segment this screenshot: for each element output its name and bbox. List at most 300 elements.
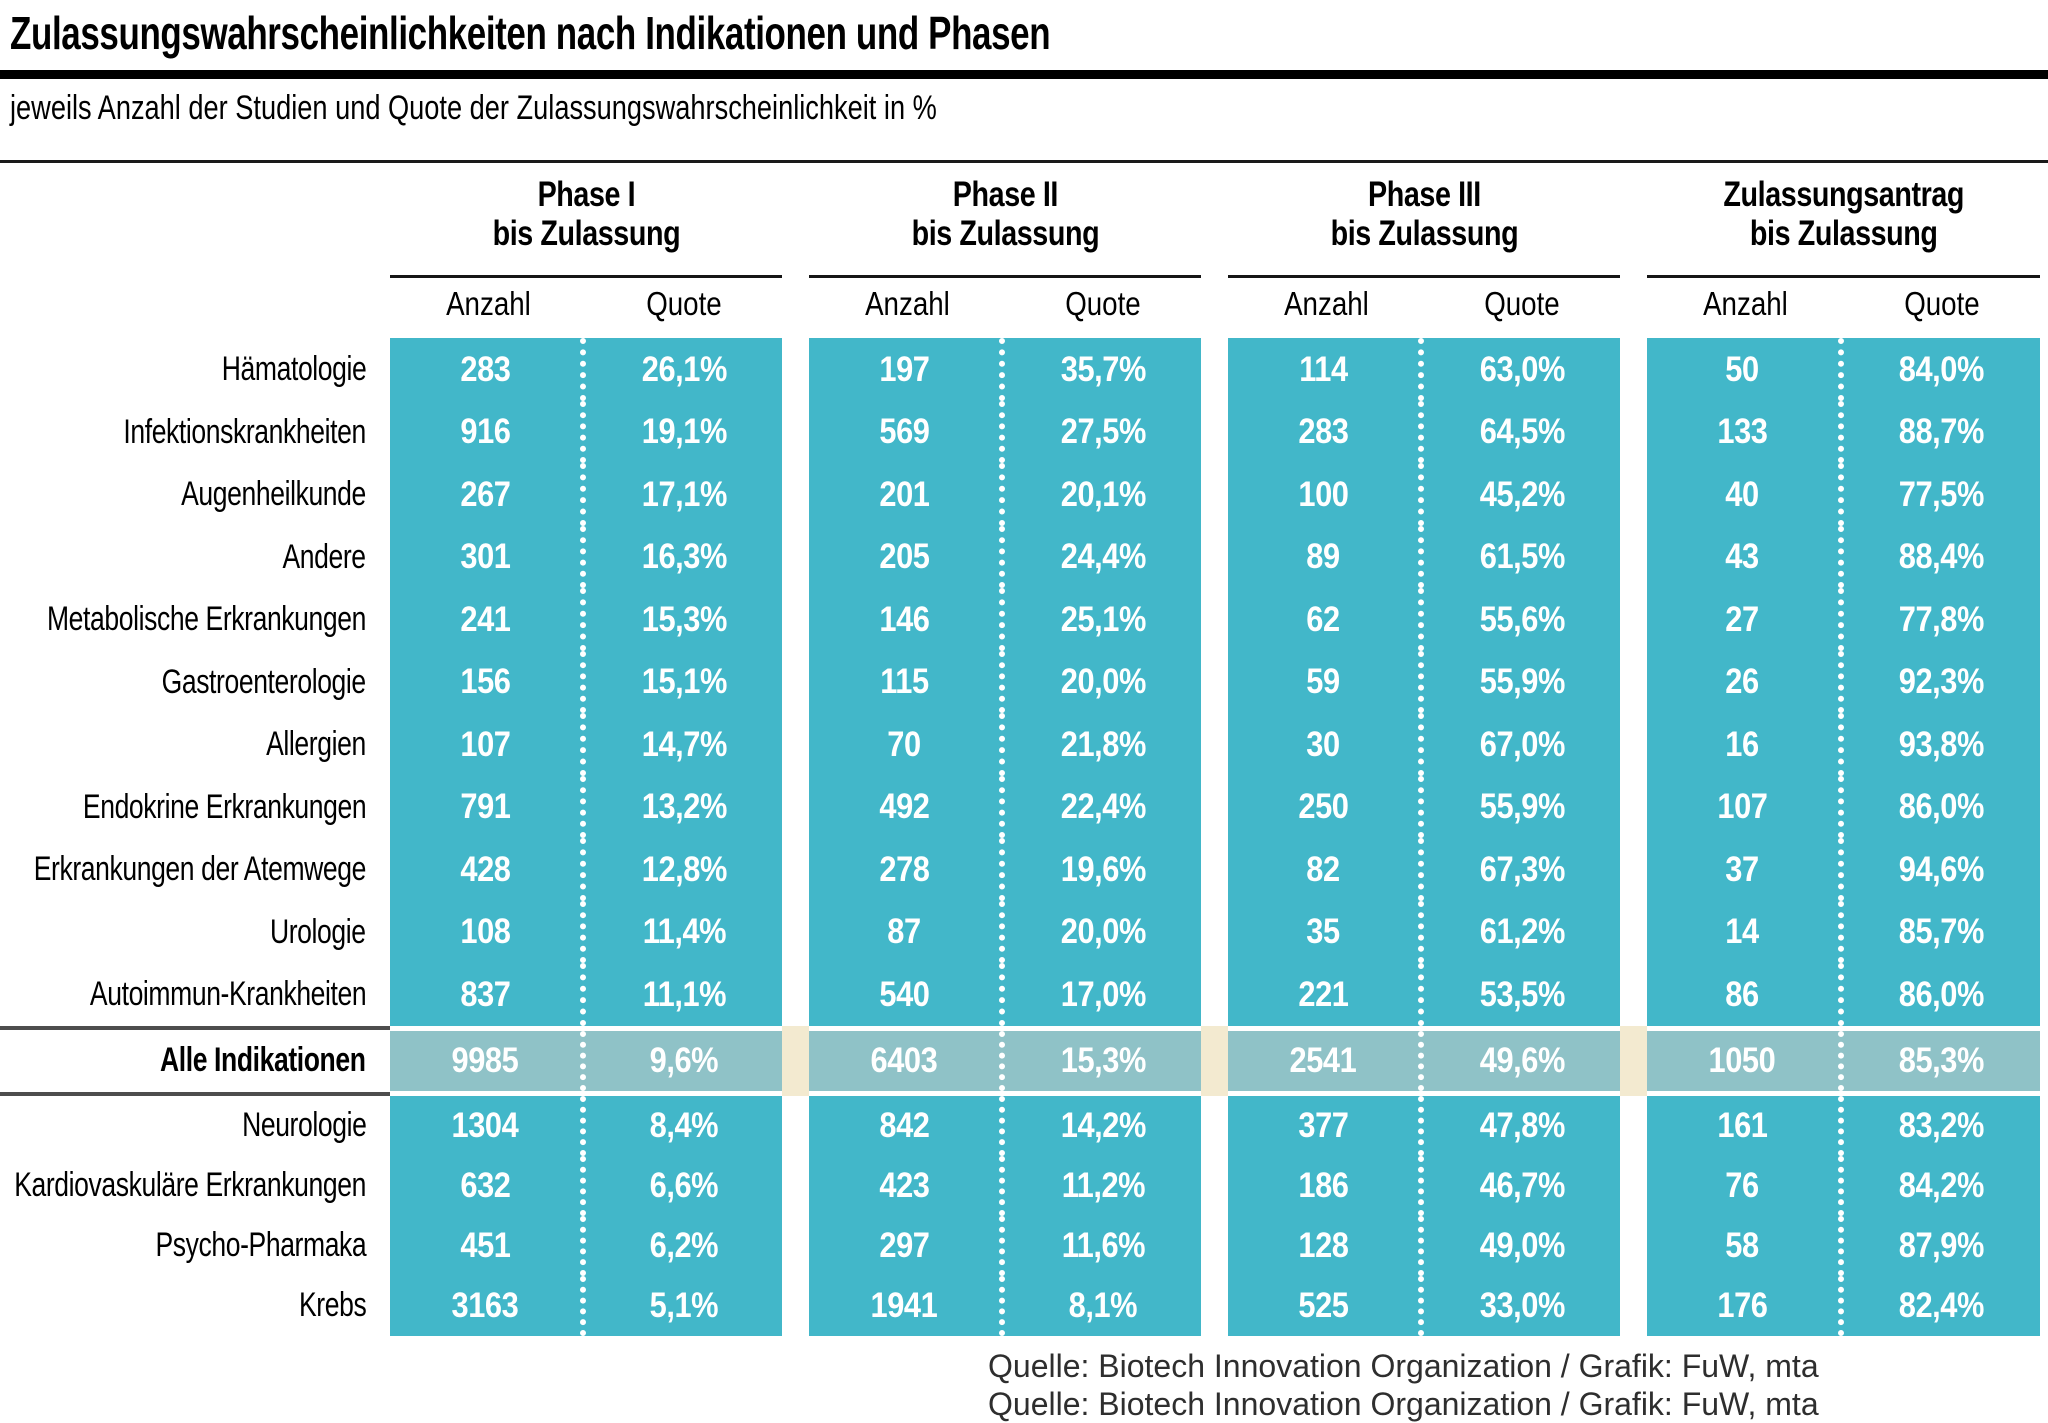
value-cell-group [390, 1276, 782, 1336]
quote-value: 17,1% [641, 474, 727, 514]
table-row [0, 401, 2048, 464]
row-label: Psycho-Pharmaka [155, 1226, 366, 1265]
anzahl-value: 114 [1228, 338, 1424, 401]
value-cell-group [1647, 776, 2040, 839]
value-cell-group [1228, 1156, 1620, 1216]
anzahl-column-header: Anzahl [445, 285, 531, 323]
anzahl-value: 3163 [390, 1276, 586, 1336]
quote-value: 83,2% [1899, 1105, 1985, 1145]
column-gap [1201, 1096, 1228, 1156]
anzahl-value: 451 [390, 1216, 586, 1276]
source-note [988, 1347, 2048, 1422]
anzahl-value: 205 [809, 526, 1005, 589]
anzahl-value: 107 [390, 713, 586, 776]
table-row [0, 713, 2048, 776]
quote-value: 11,2% [1061, 1165, 1145, 1205]
quote-value: 21,8% [1060, 724, 1146, 764]
value-cell-group [1647, 651, 2040, 714]
row-label: Augenheilkunde [181, 475, 366, 514]
row-label: Krebs [298, 1286, 366, 1325]
value-cell-group [390, 1096, 782, 1156]
value-cell-group [1647, 338, 2040, 401]
quote-value: 19,1% [641, 412, 727, 452]
column-gap [1620, 713, 1647, 776]
value-cell-group [809, 588, 1201, 651]
value-cell-group [1228, 526, 1620, 589]
anzahl-value: 842 [809, 1096, 1005, 1156]
value-cell-group [1647, 588, 2040, 651]
column-gap [782, 1096, 809, 1156]
column-gap [1201, 1216, 1228, 1276]
quote-value: 11,1% [642, 974, 726, 1014]
subtitle-rule [0, 160, 2048, 163]
anzahl-value: 133 [1647, 401, 1844, 464]
anzahl-value: 9985 [390, 1031, 586, 1091]
column-gap [1201, 526, 1228, 589]
quote-value: 15,3% [641, 599, 727, 639]
column-gap [1201, 463, 1228, 526]
value-cell-group [809, 1216, 1201, 1276]
quote-value: 84,0% [1899, 349, 1985, 389]
value-cell-group [1647, 901, 2040, 964]
quote-value: 63,0% [1479, 349, 1565, 389]
column-gap [1620, 1096, 1647, 1156]
anzahl-value: 1050 [1647, 1031, 1844, 1091]
anzahl-value: 43 [1647, 526, 1844, 589]
value-cell-group [1228, 1026, 1620, 1096]
value-cell-group [390, 713, 782, 776]
anzahl-value: 62 [1228, 588, 1424, 651]
row-label: Allergien [266, 725, 366, 764]
anzahl-value: 525 [1228, 1276, 1424, 1336]
anzahl-value: 278 [809, 838, 1005, 901]
anzahl-value: 283 [390, 338, 586, 401]
column-gap [782, 838, 809, 901]
table-row [0, 776, 2048, 839]
anzahl-value: 115 [809, 651, 1005, 714]
quote-value: 67,0% [1479, 724, 1565, 764]
anzahl-value: 1941 [809, 1276, 1005, 1336]
value-cell-group [809, 526, 1201, 589]
quote-value: 77,5% [1899, 474, 1985, 514]
value-cell-group [1647, 1156, 2040, 1216]
column-gap [1620, 1216, 1647, 1276]
value-cell-group [1647, 1216, 2040, 1276]
row-label: Autoimmun-Krankheiten [89, 975, 366, 1014]
quote-value: 14,7% [641, 724, 727, 764]
quote-value: 87,9% [1899, 1225, 1985, 1265]
anzahl-value: 87 [809, 901, 1005, 964]
anzahl-value: 128 [1228, 1216, 1424, 1276]
anzahl-value: 100 [1228, 463, 1424, 526]
quote-value: 49,0% [1479, 1225, 1565, 1265]
table-row [0, 1096, 2048, 1156]
value-cell-group [809, 713, 1201, 776]
anzahl-value: 377 [1228, 1096, 1424, 1156]
table-row [0, 1156, 2048, 1216]
value-cell-group [809, 463, 1201, 526]
column-group-phase-2: Phase II bis Zulassung [809, 175, 1201, 278]
value-cell-group [390, 776, 782, 839]
column-gap [1620, 651, 1647, 714]
quote-value: 5,1% [649, 1285, 719, 1325]
anzahl-value: 221 [1228, 963, 1424, 1026]
anzahl-value: 37 [1647, 838, 1844, 901]
source-line: Quelle: Biotech Innovation Organization / Grafik: FuW, mta [988, 1348, 1819, 1384]
value-cell-group [390, 963, 782, 1026]
quote-value: 13,2% [641, 787, 727, 827]
quote-value: 67,3% [1479, 849, 1565, 889]
value-cell-group [1228, 901, 1620, 964]
value-cell-group [1647, 463, 2040, 526]
anzahl-value: 161 [1647, 1096, 1844, 1156]
quote-column-header: Quote [1903, 285, 1980, 323]
anzahl-value: 89 [1228, 526, 1424, 589]
quote-value: 84,2% [1899, 1165, 1985, 1205]
column-gap [782, 963, 809, 1026]
quote-value: 55,9% [1479, 662, 1565, 702]
row-label: Erkrankungen der Atemwege [33, 850, 366, 889]
quote-value: 6,2% [649, 1225, 719, 1265]
row-label: Andere [282, 537, 366, 576]
table-row [0, 338, 2048, 401]
anzahl-column-header: Anzahl [1283, 285, 1369, 323]
quote-value: 55,6% [1479, 599, 1565, 639]
value-cell-group [1228, 651, 1620, 714]
subcolumn-headers-group-4 [1647, 285, 2040, 323]
value-cell-group [1647, 526, 2040, 589]
quote-value: 94,6% [1899, 849, 1985, 889]
anzahl-value: 76 [1647, 1156, 1844, 1216]
anzahl-value: 2541 [1228, 1031, 1424, 1091]
quote-value: 26,1% [641, 349, 727, 389]
anzahl-value: 197 [809, 338, 1005, 401]
anzahl-value: 146 [809, 588, 1005, 651]
value-cell-group [1647, 1096, 2040, 1156]
quote-value: 17,0% [1060, 974, 1146, 1014]
column-gap [1201, 1156, 1228, 1216]
quote-value: 49,6% [1479, 1040, 1565, 1080]
value-cell-group [390, 1156, 782, 1216]
value-cell-group [390, 338, 782, 401]
column-gap [1620, 338, 1647, 401]
column-gap [782, 1156, 809, 1216]
subcolumn-headers-group-1 [390, 285, 782, 323]
row-label: Metabolische Erkrankungen [47, 600, 366, 639]
column-gap [782, 776, 809, 839]
value-cell-group [390, 838, 782, 901]
anzahl-value: 59 [1228, 651, 1424, 714]
column-gap [782, 463, 809, 526]
value-cell-group [390, 901, 782, 964]
anzahl-value: 201 [809, 463, 1005, 526]
table-row [0, 1276, 2048, 1336]
anzahl-value: 82 [1228, 838, 1424, 901]
column-gap [1620, 901, 1647, 964]
column-gap [1620, 401, 1647, 464]
value-cell-group [809, 1026, 1201, 1096]
anzahl-value: 632 [390, 1156, 586, 1216]
value-cell-group [809, 1156, 1201, 1216]
quote-value: 27,5% [1060, 412, 1146, 452]
infographic-page [0, 6, 2048, 1422]
quote-value: 33,0% [1479, 1285, 1565, 1325]
quote-value: 11,4% [642, 912, 726, 952]
anzahl-value: 50 [1647, 338, 1844, 401]
table-row-total [0, 1026, 2048, 1096]
anzahl-value: 428 [390, 838, 586, 901]
subcolumn-header-row [0, 278, 2048, 330]
column-group-phase-3: Phase III bis Zulassung [1228, 175, 1620, 278]
page-subtitle: jeweils Anzahl der Studien und Quote der Zulassungswahrscheinlichkeit in % [10, 89, 937, 128]
value-cell-group [390, 401, 782, 464]
column-gap [1201, 651, 1228, 714]
anzahl-value: 540 [809, 963, 1005, 1026]
anzahl-column-header: Anzahl [864, 285, 950, 323]
table-row [0, 963, 2048, 1026]
quote-column-header: Quote [646, 285, 722, 323]
column-gap [1620, 963, 1647, 1026]
value-cell-group [1228, 1216, 1620, 1276]
quote-value: 6,6% [649, 1165, 719, 1205]
quote-value: 53,5% [1479, 974, 1565, 1014]
column-gap [782, 588, 809, 651]
column-gap [782, 651, 809, 714]
quote-value: 85,3% [1899, 1040, 1985, 1080]
quote-value: 15,1% [641, 662, 727, 702]
row-label: Urologie [270, 912, 366, 951]
phase-header-row [0, 175, 2048, 278]
value-cell-group [1228, 776, 1620, 839]
quote-value: 16,3% [641, 537, 727, 577]
anzahl-value: 58 [1647, 1216, 1844, 1276]
row-label: Alle Indikationen [0, 1026, 390, 1096]
anzahl-value: 70 [809, 713, 1005, 776]
anzahl-value: 14 [1647, 901, 1844, 964]
row-label: Neurologie [241, 1106, 366, 1145]
quote-value: 20,1% [1060, 474, 1146, 514]
anzahl-value: 916 [390, 401, 586, 464]
anzahl-value: 492 [809, 776, 1005, 839]
table-row [0, 651, 2048, 714]
table-row [0, 1216, 2048, 1276]
anzahl-value: 186 [1228, 1156, 1424, 1216]
quote-value: 85,7% [1899, 912, 1985, 952]
column-gap [1201, 338, 1228, 401]
header-spacer [0, 175, 390, 278]
value-cell-group [390, 526, 782, 589]
anzahl-value: 30 [1228, 713, 1424, 776]
quote-column-header: Quote [1065, 285, 1141, 323]
value-cell-group [809, 963, 1201, 1026]
quote-value: 64,5% [1479, 412, 1565, 452]
row-label: Kardiovaskuläre Erkrankungen [14, 1166, 366, 1205]
column-gap [1201, 963, 1228, 1026]
title-rule [0, 70, 2048, 79]
value-cell-group [1228, 713, 1620, 776]
anzahl-value: 86 [1647, 963, 1844, 1026]
quote-value: 35,7% [1060, 349, 1146, 389]
anzahl-value: 35 [1228, 901, 1424, 964]
row-label: Gastroenterologie [161, 662, 366, 701]
value-cell-group [1228, 588, 1620, 651]
quote-value: 19,6% [1060, 849, 1146, 889]
column-gap [1201, 713, 1228, 776]
anzahl-value: 283 [1228, 401, 1424, 464]
quote-value: 61,5% [1479, 537, 1565, 577]
value-cell-group [1647, 1026, 2040, 1096]
anzahl-value: 40 [1647, 463, 1844, 526]
anzahl-column-header: Anzahl [1702, 285, 1788, 323]
quote-value: 45,2% [1479, 474, 1565, 514]
quote-value: 77,8% [1899, 599, 1985, 639]
value-cell-group [809, 901, 1201, 964]
value-cell-group [1228, 463, 1620, 526]
page-title: Zulassungswahrscheinlichkeiten nach Indikationen und Phasen [10, 7, 1051, 59]
quote-value: 20,0% [1060, 912, 1146, 952]
anzahl-value: 250 [1228, 776, 1424, 839]
column-gap [1201, 1026, 1228, 1096]
quote-value: 86,0% [1899, 787, 1985, 827]
quote-value: 11,6% [1061, 1225, 1145, 1265]
quote-value: 88,4% [1899, 537, 1985, 577]
column-gap [1201, 588, 1228, 651]
quote-value: 8,1% [1068, 1285, 1138, 1325]
column-gap [782, 1026, 809, 1096]
column-gap [782, 901, 809, 964]
anzahl-value: 16 [1647, 713, 1844, 776]
value-cell-group [809, 651, 1201, 714]
value-cell-group [1647, 713, 2040, 776]
table-body [0, 338, 2048, 1336]
quote-value: 61,2% [1479, 912, 1565, 952]
value-cell-group [1647, 1276, 2040, 1336]
quote-column-header: Quote [1484, 285, 1560, 323]
subcolumn-headers-group-3 [1228, 285, 1620, 323]
quote-value: 22,4% [1060, 787, 1146, 827]
source-line-clipped: Quelle: Biotech Innovation Organization / Grafik: FuW, mta [988, 1386, 1819, 1422]
subcolumn-headers-group-2 [809, 285, 1201, 323]
column-gap [1201, 901, 1228, 964]
value-cell-group [1647, 838, 2040, 901]
anzahl-value: 791 [390, 776, 586, 839]
value-cell-group [390, 1026, 782, 1096]
value-cell-group [1228, 1096, 1620, 1156]
value-cell-group [1228, 1276, 1620, 1336]
table-row [0, 526, 2048, 589]
anzahl-value: 301 [390, 526, 586, 589]
anzahl-value: 297 [809, 1216, 1005, 1276]
value-cell-group [1647, 963, 2040, 1026]
anzahl-value: 26 [1647, 651, 1844, 714]
column-gap [1620, 838, 1647, 901]
quote-value: 88,7% [1899, 412, 1985, 452]
value-cell-group [1647, 401, 2040, 464]
column-gap [1201, 776, 1228, 839]
value-cell-group [1228, 401, 1620, 464]
table-row [0, 463, 2048, 526]
quote-value: 20,0% [1060, 662, 1146, 702]
table-row [0, 901, 2048, 964]
quote-value: 12,8% [641, 849, 727, 889]
column-gap [1620, 1026, 1647, 1096]
value-cell-group [809, 401, 1201, 464]
quote-value: 25,1% [1060, 599, 1146, 639]
anzahl-value: 423 [809, 1156, 1005, 1216]
column-gap [1620, 463, 1647, 526]
value-cell-group [1228, 838, 1620, 901]
anzahl-value: 107 [1647, 776, 1844, 839]
value-cell-group [809, 338, 1201, 401]
column-group-phase-1: Phase I bis Zulassung [390, 175, 782, 278]
anzahl-value: 267 [390, 463, 586, 526]
value-cell-group [390, 463, 782, 526]
row-label: Endokrine Erkrankungen [82, 787, 366, 826]
value-cell-group [390, 651, 782, 714]
column-gap [1620, 588, 1647, 651]
column-gap [782, 338, 809, 401]
row-label: Hämatologie [221, 350, 366, 389]
quote-value: 8,4% [649, 1105, 719, 1145]
quote-value: 86,0% [1899, 974, 1985, 1014]
anzahl-value: 569 [809, 401, 1005, 464]
table-row [0, 838, 2048, 901]
column-gap [782, 1276, 809, 1336]
quote-value: 93,8% [1899, 724, 1985, 764]
value-cell-group [390, 588, 782, 651]
column-gap [1620, 526, 1647, 589]
anzahl-value: 176 [1647, 1276, 1844, 1336]
quote-value: 9,6% [649, 1040, 719, 1080]
anzahl-value: 108 [390, 901, 586, 964]
anzahl-value: 27 [1647, 588, 1844, 651]
quote-value: 14,2% [1060, 1105, 1146, 1145]
value-cell-group [809, 1096, 1201, 1156]
anzahl-value: 241 [390, 588, 586, 651]
quote-value: 92,3% [1899, 662, 1985, 702]
value-cell-group [809, 838, 1201, 901]
column-gap [782, 1216, 809, 1276]
quote-value: 55,9% [1479, 787, 1565, 827]
value-cell-group [1228, 338, 1620, 401]
value-cell-group [809, 1276, 1201, 1336]
quote-value: 47,8% [1479, 1105, 1565, 1145]
anzahl-value: 156 [390, 651, 586, 714]
column-gap [1620, 776, 1647, 839]
column-gap [782, 401, 809, 464]
row-label: Infektionskrankheiten [123, 412, 366, 451]
value-cell-group [809, 776, 1201, 839]
column-gap [782, 713, 809, 776]
quote-value: 82,4% [1899, 1285, 1985, 1325]
column-gap [1620, 1156, 1647, 1216]
column-gap [1620, 1276, 1647, 1336]
column-gap [1201, 838, 1228, 901]
column-gap [782, 526, 809, 589]
value-cell-group [390, 1216, 782, 1276]
quote-value: 15,3% [1060, 1040, 1146, 1080]
value-cell-group [1228, 963, 1620, 1026]
column-gap [1201, 401, 1228, 464]
column-group-application: Zulassungsantrag bis Zulassung [1647, 175, 2040, 278]
table-row [0, 588, 2048, 651]
quote-value: 24,4% [1060, 537, 1146, 577]
anzahl-value: 6403 [809, 1031, 1005, 1091]
column-gap [1201, 1276, 1228, 1336]
anzahl-value: 1304 [390, 1096, 586, 1156]
anzahl-value: 837 [390, 963, 586, 1026]
quote-value: 46,7% [1479, 1165, 1565, 1205]
